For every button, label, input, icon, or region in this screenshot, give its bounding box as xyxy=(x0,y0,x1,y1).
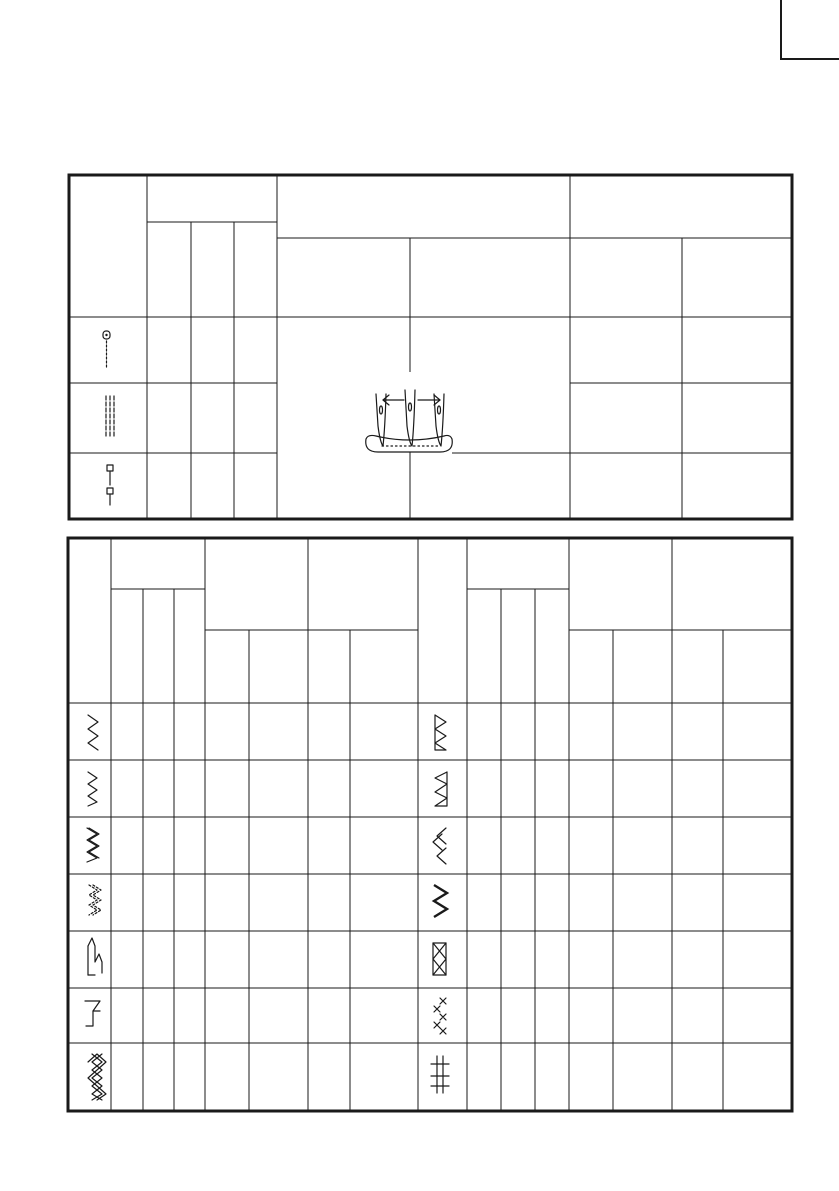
overlock-triangle-stitch-icon xyxy=(435,715,446,750)
zigzag-stitch-icon xyxy=(88,715,98,750)
stretch-zigzag-bold-icon xyxy=(434,885,447,917)
double-overlock-stitch-icon xyxy=(433,943,446,975)
overlock-triangle-reverse-icon xyxy=(435,772,447,806)
multi-step-zigzag-icon xyxy=(88,772,97,806)
dotted-zigzag-icon xyxy=(89,885,101,915)
cross-stitch-icon xyxy=(434,998,446,1034)
bottom-table-gridlines xyxy=(69,538,792,1111)
ladder-stitch-icon xyxy=(431,1056,449,1093)
blind-hem-stitch-icon xyxy=(88,938,102,975)
triple-zigzag-icon xyxy=(87,828,99,862)
bottom-table-frame xyxy=(68,538,792,1111)
honeycomb-stitch-icon xyxy=(88,1054,106,1100)
feather-stitch-icon xyxy=(433,828,446,864)
shell-tuck-stitch-icon xyxy=(85,1001,100,1026)
